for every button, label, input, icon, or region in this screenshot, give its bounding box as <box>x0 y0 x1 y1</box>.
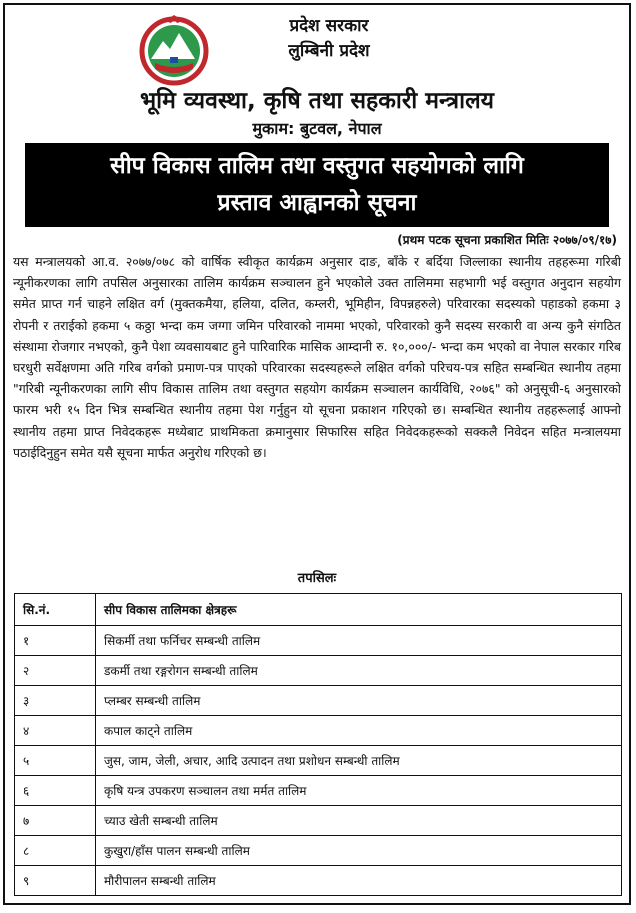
table-row <box>15 686 622 716</box>
row-serial: ९ <box>15 866 96 896</box>
row-serial: १ <box>15 626 96 656</box>
row-training: डकर्मी तथा रङ्गरोगन सम्बन्धी तालिम <box>96 656 622 686</box>
training-table <box>14 593 622 896</box>
details-heading: तपसिलः <box>297 571 337 586</box>
row-serial: ८ <box>15 836 96 866</box>
table-row <box>15 626 622 656</box>
province-label: लुम्बिनी प्रदेश <box>288 41 370 61</box>
row-serial: ७ <box>15 806 96 836</box>
table-row <box>15 836 622 866</box>
banner-line-2: प्रस्ताव आह्वानको सूचना <box>217 190 417 216</box>
ministry-title: भूमि व्यवस्था, कृषि तथा सहकारी मन्त्रालय <box>139 88 495 114</box>
table-row <box>15 656 622 686</box>
table-row <box>15 806 622 836</box>
table-header-row <box>15 594 622 626</box>
row-serial: ६ <box>15 776 96 806</box>
publish-date: (प्रथम पटक सूचना प्रकाशित मितिः २०७७/०९/१७) <box>397 233 617 247</box>
header-serial: सि.नं. <box>15 594 96 626</box>
row-training: जुस, जाम, जेली, अचार, आदि उत्पादन तथा प्रशोधन सम्बन्धी तालिम <box>96 746 622 776</box>
row-training: सिकर्मी तथा फर्निचर सम्बन्धी तालिम <box>96 626 622 656</box>
banner-line-1: सीप विकास तालिम तथा वस्तुगत सहयोगको लागि <box>110 153 524 179</box>
row-serial: ३ <box>15 686 96 716</box>
row-training: मौरीपालन सम्बन्धी तालिम <box>96 866 622 896</box>
table-row <box>15 776 622 806</box>
table-row <box>15 716 622 746</box>
notice-body: यस मन्त्रालयको आ.व. २०७७/०७८ को वार्षिक स्वीकृत कार्यक्रम अनुसार दाङ, बाँके र बर्दिया जिल्लाका स्थानीय तहहरूमा गरिबी न्यूनीकरणका लागि तपसिल अनुसारका तालिम कार्यक्रम सञ्चालन हुने भएकोले उक्त तालिममा सहभागी भई वस्तुगत अनुदान सहयोग समेत प्राप्त गर्न चाहने लक्षित वर्ग (मुक्तकमैया, हलिया, दलित, कम्लरी, भूमिहीन, विपन्नहरुले) परिवारका सदस्यको पहाडको हकमा ३ रोपनी र तराईको हकमा ५ कठ्ठा भन्दा कम जग्गा जमिन परिवारको नाममा भएको, परिवारको कुनै सदस्य सरकारी वा अन्य कुनै संगठित संस्थामा रोजगार नभएको, कुनै पेशा व्यवसायबाट हुने पारिवारिक मासिक आम्दानी रु. १०,०००/- भन्दा कम भएको वा नेपाल सरकार गरिब घरधुरी सर्वेक्षणमा अति गरिब वर्गको प्रमाण-पत्र पाएको परिवारका सदस्यहरूले लक्षित वर्गको परिचय-पत्र सहित सम्बन्धित स्थानीय तहमा "गरिबी न्यूनीकरणका लागि सीप विकास तालिम तथा वस्तुगत सहयोग कार्यक्रम सञ्चालन कार्यविधि, २०७६" को अनुसूची-६ अनुसारको फारम भरी १५ दिन भित्र सम्बन्धित स्थानीय तहमा पेश गर्नुहुन यो सूचना प्रकाशन गरिएको छ। सम्बन्धित स्थानीय तहहरूलाई आफ्नो स्थानीय तहमा प्राप्त निवेदकहरू मध्येबाट प्राथमिकता क्रमानुसार सिफारिस सहित निवेदकहरूको सक्कलै निवेदन सहित मन्त्रालयमा पठाईदिनुहुन समेत यसै सूचना मार्फत अनुरोध गरिएको छ। <box>13 254 621 460</box>
location-label: मुकाम: बुटवल, नेपाल <box>252 119 382 138</box>
row-serial: २ <box>15 656 96 686</box>
table-row <box>15 866 622 896</box>
row-serial: ४ <box>15 716 96 746</box>
row-training: प्लम्बर सम्बन्धी तालिम <box>96 686 622 716</box>
row-training: च्याउ खेती सम्बन्धी तालिम <box>96 806 622 836</box>
row-training: कृषि यन्त्र उपकरण सञ्चालन तथा मर्मत तालिम <box>96 776 622 806</box>
table-row <box>15 746 622 776</box>
row-serial: ५ <box>15 746 96 776</box>
row-training: कुखुरा/हाँस पालन सम्बन्धी तालिम <box>96 836 622 866</box>
notice-page <box>3 3 631 905</box>
header-training-area: सीप विकास तालिमका क्षेत्रहरू <box>96 594 622 626</box>
government-label: प्रदेश सरकार <box>289 16 369 36</box>
notice-banner <box>25 143 609 227</box>
row-training: कपाल काट्ने तालिम <box>96 716 622 746</box>
